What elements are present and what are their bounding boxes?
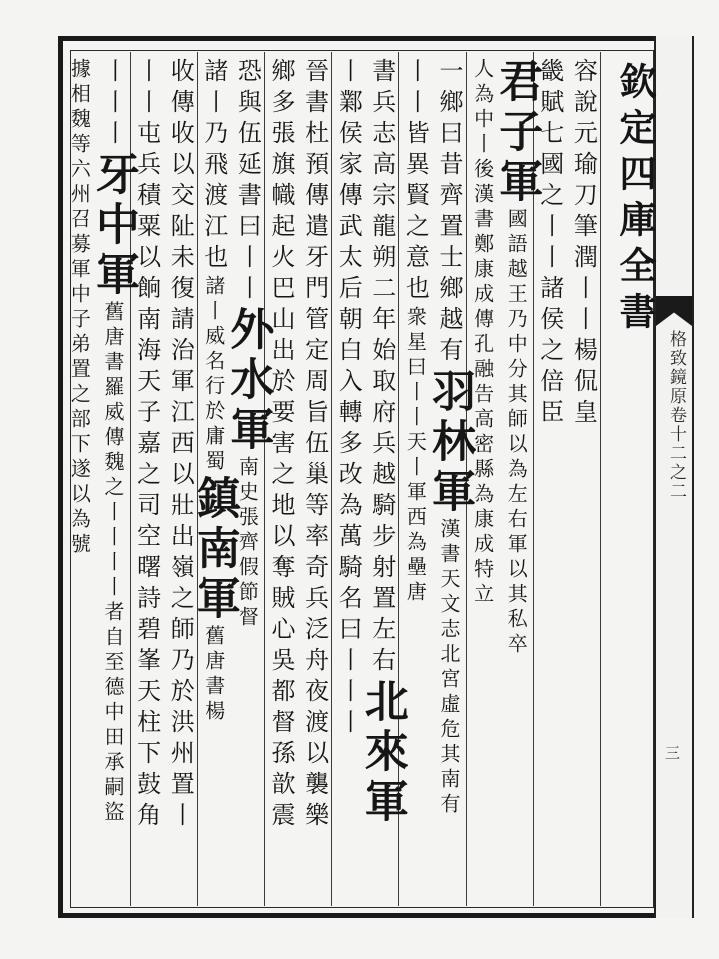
column-text: 丨丨皆異賢之意也 bbox=[401, 58, 430, 306]
column-text: 舊唐書羅威傳魏之丨丨丨丨者自至德中田承嗣盜 bbox=[101, 301, 125, 826]
text-column bbox=[469, 58, 497, 608]
entry-heading: 君子軍 bbox=[491, 58, 543, 208]
text-column bbox=[334, 58, 362, 740]
text-column bbox=[65, 58, 93, 558]
collection-title: 欽定四庫全書 bbox=[613, 62, 657, 338]
column-text: 恐與伍延書曰丨丨 bbox=[233, 58, 262, 306]
column-text: 晉書杜預傳遣牙門管定周旨伍巢等率奇兵泛舟夜渡以襲樂 bbox=[300, 58, 329, 833]
column-text: 南史張齊假節督 bbox=[235, 456, 260, 631]
entry-heading: 牙中軍 bbox=[88, 151, 139, 301]
column-text: 收傳收以交阯未復請治軍江西以壯出嶺之師乃於洪州置丨 bbox=[166, 58, 195, 833]
text-column bbox=[301, 58, 329, 833]
entry-heading: 鎮南軍 bbox=[188, 475, 240, 625]
column-text: 丨丨丨 bbox=[99, 58, 127, 151]
column-text: 丨鄴侯家傳武太后朝白入轉多改為萬騎名曰丨丨丨 bbox=[334, 58, 363, 740]
column-text: 諸丨威名行於庸蜀 bbox=[201, 275, 226, 475]
entry-heading: 羽林軍 bbox=[424, 368, 475, 518]
spine-label: 格致鏡原卷十二之二 bbox=[666, 330, 686, 501]
text-column bbox=[88, 58, 139, 826]
column-text: 畿賦七國之丨丨諸侯之倍臣 bbox=[535, 58, 564, 430]
column-text: 諸丨乃飛渡江也 bbox=[199, 58, 228, 275]
entry-heading: 外水軍 bbox=[222, 306, 274, 456]
column-text: 容說元瑜刀筆潤丨丨楊侃皇 bbox=[569, 58, 598, 430]
entry-heading: 北來軍 bbox=[356, 678, 408, 828]
text-column bbox=[356, 58, 408, 828]
text-column bbox=[569, 58, 597, 430]
column-text: 一鄉曰昔齊置士鄉越有 bbox=[435, 58, 463, 368]
text-column bbox=[166, 58, 194, 833]
column-text: 國語越王乃中分其師以為左右軍以其私卒 bbox=[504, 208, 529, 658]
column-text: 丨丨屯兵積粟以餉南海天子嘉之司空曙詩碧峯天柱下鼓角 bbox=[132, 58, 161, 833]
column-rule bbox=[264, 52, 265, 906]
text-column bbox=[188, 58, 240, 725]
leaf-number: 三 bbox=[663, 745, 681, 760]
text-column bbox=[491, 58, 543, 658]
column-text: 書兵志高宗龍朔二年始取府兵越騎步射置左右 bbox=[367, 58, 396, 678]
column-text: 鄉多張旗幟起火巴山出於要害之地以奪賊心吳都督孫歆震 bbox=[267, 58, 295, 833]
column-text: 漢書天文志北宮虛危其南有 bbox=[437, 518, 461, 818]
text-column bbox=[424, 58, 475, 818]
column-rule bbox=[600, 52, 601, 906]
column-text: 衆星曰丨丨天丨軍西為壘唐 bbox=[403, 306, 428, 606]
column-text: 舊唐書楊 bbox=[201, 625, 226, 725]
column-text: 據相魏等六州召募軍中子弟置之部下遂以為號 bbox=[67, 58, 92, 558]
column-rule bbox=[331, 52, 332, 906]
text-column bbox=[401, 58, 429, 606]
column-text: 人為中丨後漢書鄭康成傳孔融告高密縣為康成特立 bbox=[470, 58, 495, 608]
